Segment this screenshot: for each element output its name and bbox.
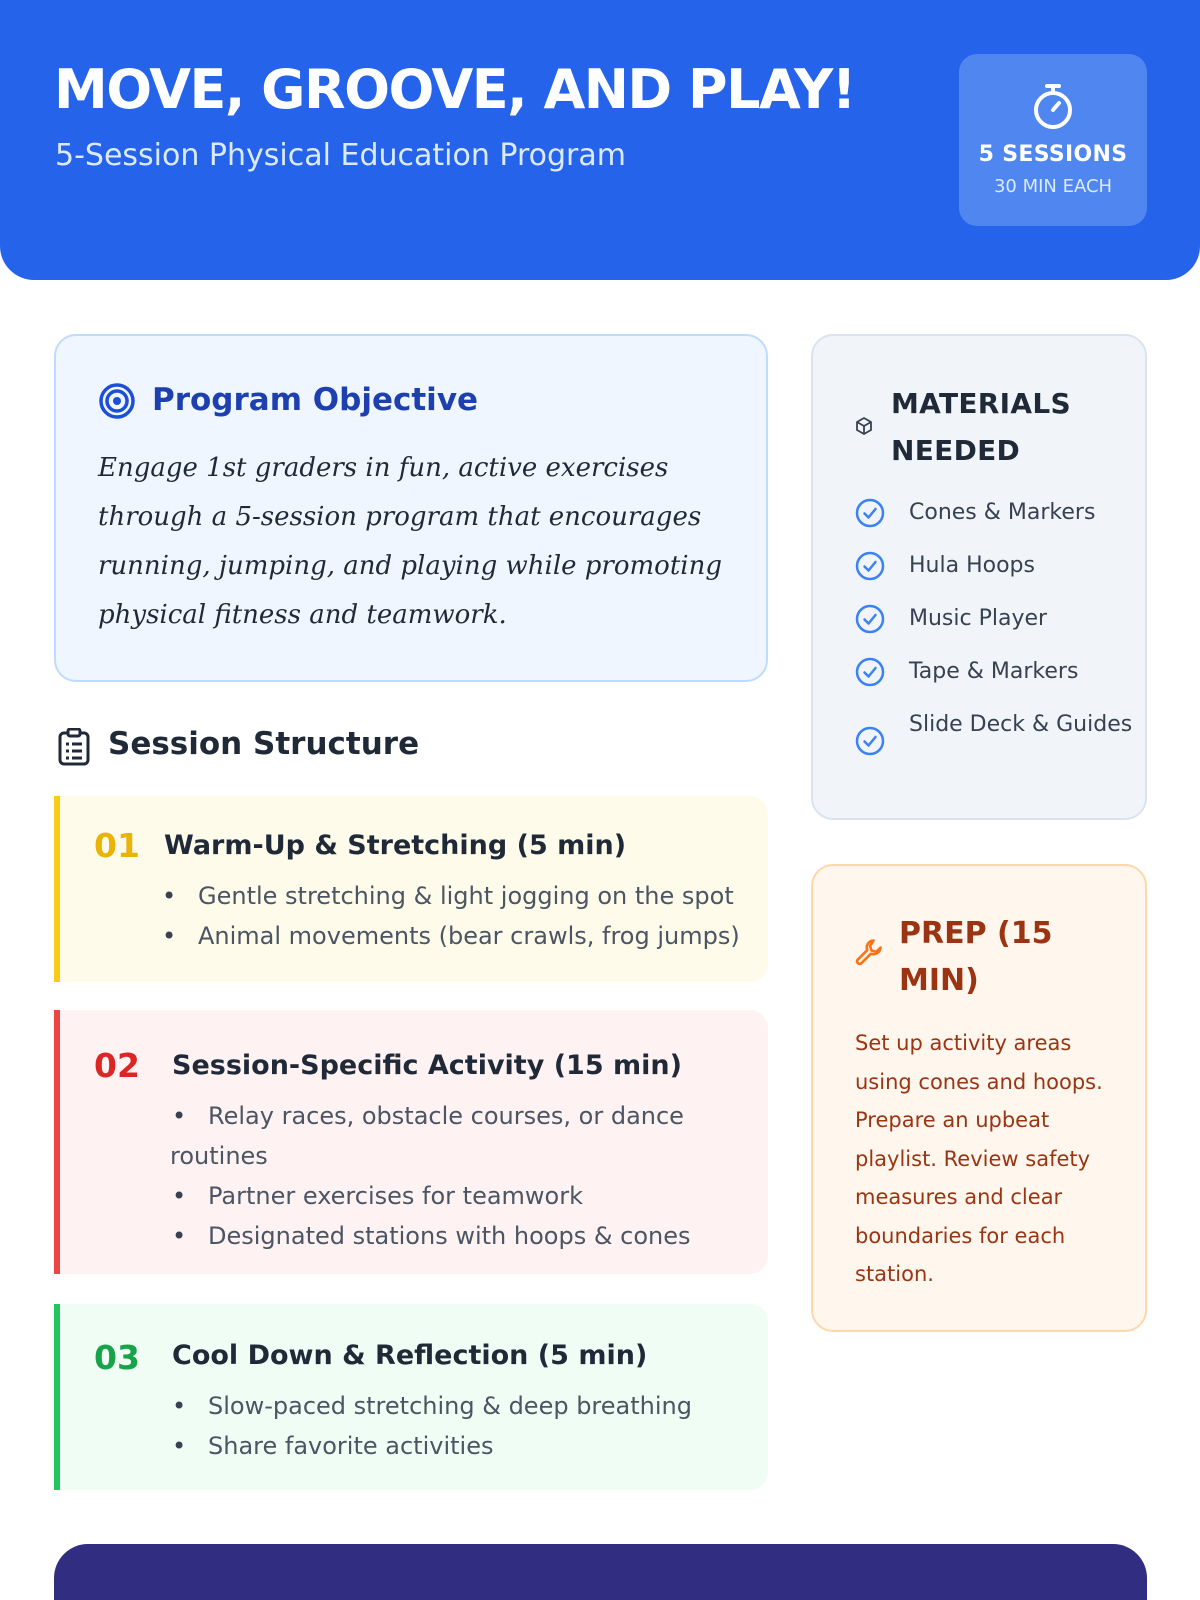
sessions-badge: [959, 54, 1147, 226]
session-activity-list: [170, 1386, 760, 1466]
prep-card: [811, 864, 1147, 1332]
package-icon: [854, 416, 874, 440]
material-label: Music Player: [909, 606, 1048, 631]
page-subtitle: 5-Session Physical Education Program: [55, 138, 626, 173]
material-label: Tape & Markers: [909, 659, 1079, 684]
materials-title: MATERIALS NEEDED: [891, 387, 1071, 467]
list-item: • Slow-paced stretching & deep breathing: [170, 1386, 760, 1426]
page-header: [0, 0, 1200, 280]
check-circle-icon: [855, 498, 885, 538]
session-activity-list: [170, 1096, 760, 1256]
materials-list: [855, 496, 1135, 761]
clipboard-icon: [58, 728, 90, 770]
session-activity-list: [160, 876, 760, 956]
session-title: Warm-Up & Stretching (5 min): [164, 830, 627, 861]
material-item: [855, 655, 1135, 688]
program-objective-card: [54, 334, 768, 682]
target-icon: [98, 382, 136, 424]
session-card-warm-up: [54, 796, 768, 982]
material-item: [855, 602, 1135, 635]
list-item: • Relay races, obstacle courses, or dance routines: [170, 1096, 760, 1176]
wrench-icon: [853, 936, 885, 972]
session-structure-title: Session Structure: [108, 726, 420, 762]
stopwatch-icon: [1029, 82, 1077, 136]
session-duration: 30 MIN EACH: [993, 176, 1113, 197]
material-label: Hula Hoops: [909, 553, 1035, 578]
session-title: Session-Specific Activity (15 min): [172, 1050, 682, 1081]
material-item: [855, 496, 1135, 529]
materials-card: [811, 334, 1147, 820]
session-number: 01: [94, 826, 140, 865]
page-title: MOVE, GROOVE, AND PLAY!: [54, 58, 855, 121]
material-label: Cones & Markers: [909, 500, 1096, 525]
list-item: • Gentle stretching & light jogging on the spot: [160, 876, 760, 916]
check-circle-icon: [855, 604, 885, 644]
material-label: Slide Deck & Guides: [909, 712, 1133, 737]
check-circle-icon: [855, 657, 885, 697]
prep-title: PREP (15 MIN): [899, 916, 1053, 998]
list-item: • Share favorite activities: [170, 1426, 760, 1466]
list-item: • Animal movements (bear crawls, frog jumps): [160, 916, 760, 956]
list-item: • Designated stations with hoops & cones: [170, 1216, 760, 1256]
material-item: [855, 708, 1135, 741]
session-card-activity: [54, 1010, 768, 1274]
footer-banner: [54, 1544, 1147, 1600]
objective-text: Engage 1st graders in fun, active exercises through a 5-session program that encourages running, jumping, and playing while promoting physical fitness and teamwork.: [98, 453, 722, 630]
session-title: Cool Down & Reflection (5 min): [172, 1340, 648, 1371]
session-number: 03: [94, 1338, 140, 1377]
objective-title: Program Objective: [152, 382, 479, 418]
material-item: [855, 549, 1135, 582]
check-circle-icon: [855, 551, 885, 591]
list-item: • Partner exercises for teamwork: [170, 1176, 760, 1216]
session-number: 02: [94, 1046, 140, 1085]
session-card-cool-down: [54, 1304, 768, 1490]
check-circle-icon: [855, 726, 885, 766]
prep-text: Set up activity areas using cones and hoops. Prepare an upbeat playlist. Review safety measures and clear boundaries for each station.: [855, 1031, 1103, 1286]
sessions-count: 5 SESSIONS: [978, 142, 1128, 167]
